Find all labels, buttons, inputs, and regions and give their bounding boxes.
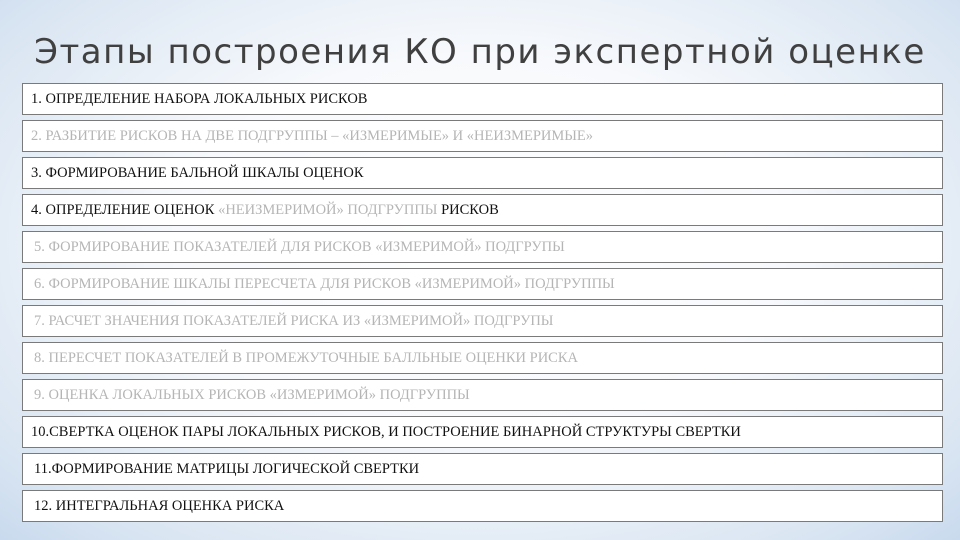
step-8-text: 8. ПЕРЕСЧЕТ ПОКАЗАТЕЛЕЙ В ПРОМЕЖУТОЧНЫЕ БАЛЛЬНЫЕ ОЦЕНКИ РИСКА [34,349,578,366]
step-12-text: 12. ИНТЕГРАЛЬНАЯ ОЦЕНКА РИСКА [34,497,285,514]
step-12 [22,490,943,522]
step-7-text: 7. РАСЧЕТ ЗНАЧЕНИЯ ПОКАЗАТЕЛЕЙ РИСКА ИЗ «ИЗМЕРИМОЙ» ПОДГРУПЫ [34,312,554,329]
step-5 [22,231,943,263]
step-4 [22,194,943,226]
step-11 [22,453,943,485]
step-3-text: 3. ФОРМИРОВАНИЕ БАЛЬНОЙ ШКАЛЫ ОЦЕНОК [31,164,364,181]
step-2-text: 2. РАЗБИТИЕ РИСКОВ НА ДВЕ ПОДГРУППЫ – «ИЗМЕРИМЫЕ» И «НЕИЗМЕРИМЫЕ» [31,127,594,144]
step-10-text: 10.СВЕРТКА ОЦЕНОК ПАРЫ ЛОКАЛЬНЫХ РИСКОВ, И ПОСТРОЕНИЕ БИНАРНОЙ СТРУКТУРЫ СВЕРТКИ [31,423,741,440]
step-10 [22,416,943,448]
step-5-text: 5. ФОРМИРОВАНИЕ ПОКАЗАТЕЛЕЙ ДЛЯ РИСКОВ «ИЗМЕРИМОЙ» ПОДГРУПЫ [34,238,565,255]
step-11-text: 11.ФОРМИРОВАНИЕ МАТРИЦЫ ЛОГИЧЕСКОЙ СВЕРТКИ [34,460,420,477]
slide-title: Этапы построения КО при экспертной оценке [34,32,926,72]
step-9 [22,379,943,411]
step-6-text: 6. ФОРМИРОВАНИЕ ШКАЛЫ ПЕРЕСЧЕТА ДЛЯ РИСКОВ «ИЗМЕРИМОЙ» ПОДГРУППЫ [34,275,615,292]
step-4-text-before: 4. ОПРЕДЕЛЕНИЕ ОЦЕНОК [31,201,219,218]
step-8 [22,342,943,374]
step-4-text-after: РИСКОВ [437,201,499,218]
step-9-text: 9. ОЦЕНКА ЛОКАЛЬНЫХ РИСКОВ «ИЗМЕРИМОЙ» ПОДГРУППЫ [34,386,470,403]
step-1-text: 1. ОПРЕДЕЛЕНИЕ НАБОРА ЛОКАЛЬНЫХ РИСКОВ [31,90,368,107]
step-6 [22,268,943,300]
step-7 [22,305,943,337]
steps-list [22,83,943,527]
step-2 [22,120,943,152]
step-4-text-highlight: «НЕИЗМЕРИМОЙ» ПОДГРУППЫ [218,201,438,218]
step-1 [22,83,943,115]
step-3 [22,157,943,189]
